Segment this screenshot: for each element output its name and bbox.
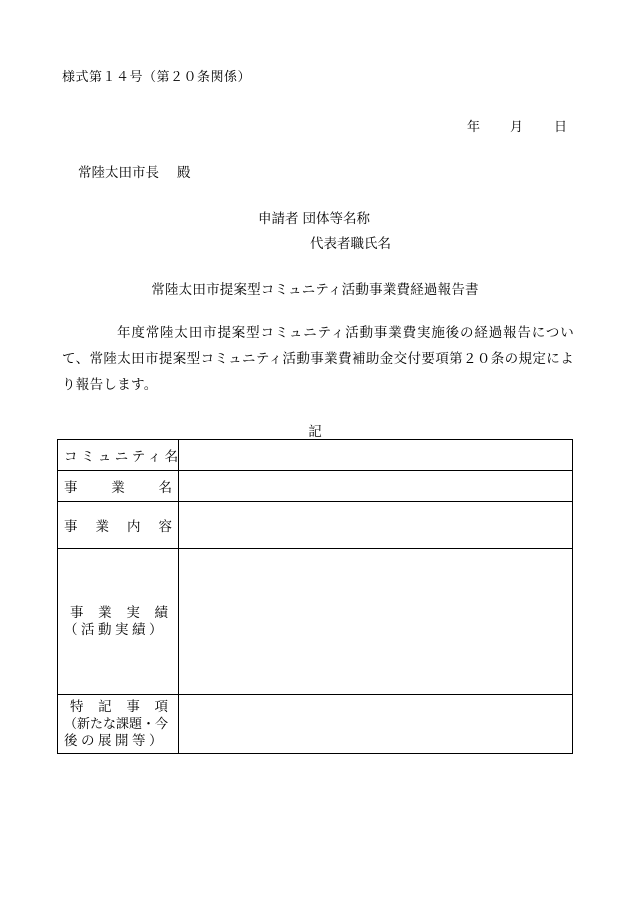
addressee	[78, 161, 191, 181]
label-char: 業	[95, 519, 109, 535]
project-content-label	[58, 515, 178, 535]
results-label	[58, 605, 178, 639]
applicant-role: 申請者	[258, 211, 299, 227]
label-char: 特	[70, 698, 84, 715]
notes-field[interactable]	[179, 695, 573, 754]
label-char: 容	[158, 519, 172, 535]
results-field[interactable]	[179, 549, 573, 695]
addressee-honorific: 殿	[177, 165, 191, 181]
label-cell-project-name	[58, 471, 179, 502]
label-char: 事	[70, 604, 84, 621]
body-paragraph: 年度常陸太田市提案型コミュニティ活動事業費実施後の経過報告について、常陸太田市提案型コミュニティ活動事業費補助金交付要項第２０条の規定により報告します。	[62, 325, 574, 393]
ki-heading: 記	[308, 424, 322, 440]
label-char: 事	[126, 698, 140, 715]
applicant-org-label: 団体等名称	[302, 211, 370, 227]
addressee-name: 常陸太田市長	[78, 165, 159, 181]
table-row-project-name	[58, 471, 573, 502]
notes-label	[58, 699, 178, 750]
label-char: 績	[154, 604, 168, 621]
notes-label-line1	[58, 699, 178, 716]
project-content-field[interactable]	[179, 502, 573, 549]
notes-label-line3: 後の展開等）	[64, 732, 166, 749]
community-name-field[interactable]	[179, 440, 573, 471]
table-row-community	[58, 440, 573, 471]
label-char: 事	[64, 519, 78, 535]
notes-label-line2: （新たな課題・今	[64, 716, 169, 732]
results-label-line2: （活動実績）	[64, 621, 166, 638]
label-char: 内	[127, 519, 141, 535]
date-year-label: 年	[467, 120, 481, 135]
label-char: 名	[158, 480, 172, 496]
label-char: 実	[126, 604, 140, 621]
label-char: 業	[111, 480, 125, 496]
label-char: 事	[64, 480, 78, 496]
table-row-results	[58, 549, 573, 695]
label-char: 記	[98, 698, 112, 715]
table-row-notes	[58, 695, 573, 754]
project-name-label	[58, 476, 178, 496]
label-char: 業	[98, 604, 112, 621]
representative-label: 代表者職氏名	[310, 236, 391, 252]
label-cell-results	[58, 549, 179, 695]
date-day-label: 日	[554, 120, 568, 135]
project-name-field[interactable]	[179, 471, 573, 502]
results-label-line1	[58, 605, 178, 622]
label-cell-community	[58, 440, 182, 471]
report-table	[57, 439, 573, 754]
table-row-project-content	[58, 502, 573, 549]
label-cell-notes	[58, 695, 179, 754]
label-cell-project-content	[58, 502, 179, 549]
community-name-label: コミュニティ名	[64, 449, 182, 465]
form-number: 様式第１４号（第２０条関係）	[62, 70, 252, 85]
date-month-label: 月	[510, 120, 524, 135]
document-title: 常陸太田市提案型コミュニティ活動事業費経過報告書	[151, 282, 479, 298]
applicant-org-line	[258, 207, 370, 227]
label-char: 項	[154, 698, 168, 715]
